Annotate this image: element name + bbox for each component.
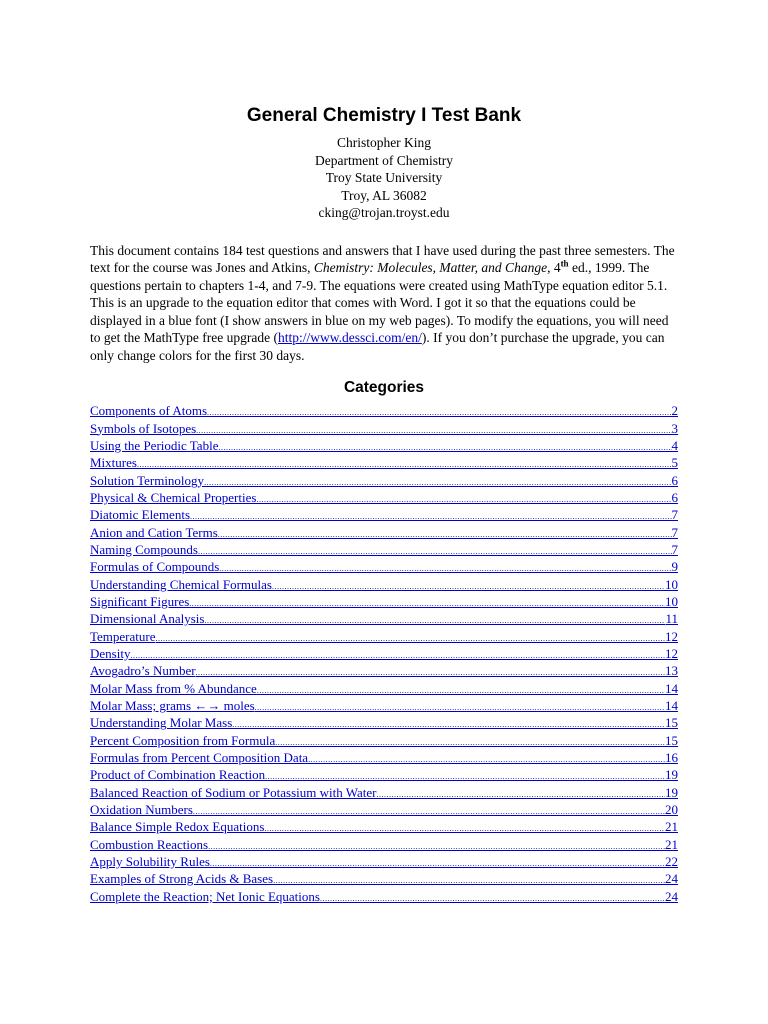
toc-entry-label: Symbols of Isotopes	[90, 420, 197, 436]
toc-entry[interactable]	[90, 472, 678, 489]
toc-entry-label: Molar Mass from % Abundance	[90, 680, 257, 696]
toc-entry-label: Solution Terminology	[90, 472, 205, 488]
toc-entry-label: Percent Composition from Formula	[90, 732, 276, 748]
toc-entry-label: Understanding Chemical Formulas	[90, 576, 272, 592]
toc-entry-page-number: 14	[665, 680, 678, 696]
author-name: Christopher King	[336, 135, 432, 150]
author-block	[90, 134, 678, 222]
toc-entry-label: Combustion Reactions	[90, 836, 209, 852]
intro-text-2: , 4	[547, 260, 561, 276]
toc-dot-leader	[207, 404, 671, 419]
toc-entry-page-number: 7	[671, 524, 678, 540]
author-university: Troy State University	[325, 170, 443, 185]
toc-dot-leader	[308, 751, 665, 766]
toc-entry-page-number: 6	[671, 489, 678, 505]
toc-dot-leader	[204, 612, 665, 627]
toc-dot-leader	[376, 786, 665, 801]
toc-entry[interactable]	[90, 888, 678, 905]
edition-superscript: th	[560, 258, 569, 269]
toc-entry-label: Molar Mass; grams ←→ moles	[90, 698, 255, 713]
toc-entry-page-number: 12	[665, 645, 678, 661]
toc-entry-page-number: 5	[671, 455, 678, 471]
document-title: General Chemistry I Test Bank	[246, 105, 522, 126]
toc-entry-page-number: 7	[671, 541, 678, 557]
toc-entry[interactable]	[90, 506, 678, 523]
toc-entry[interactable]	[90, 680, 678, 697]
toc-entry-page-number: 16	[665, 750, 678, 766]
toc-entry[interactable]	[90, 420, 678, 437]
toc-dot-leader	[275, 734, 665, 749]
toc-entry[interactable]	[90, 628, 678, 645]
toc-entry-page-number: 10	[665, 593, 678, 609]
toc-entry[interactable]	[90, 610, 678, 627]
toc-dot-leader	[198, 543, 672, 558]
toc-entry[interactable]	[90, 853, 678, 870]
toc-entry-page-number: 14	[665, 698, 678, 713]
toc-entry-label: Density	[90, 645, 131, 661]
toc-entry-label: Naming Compounds	[90, 541, 198, 557]
toc-entry-label: Examples of Strong Acids & Bases	[90, 871, 274, 887]
toc-entry-label: Components of Atoms	[90, 403, 208, 419]
toc-entry[interactable]	[90, 836, 678, 853]
toc-dot-leader	[204, 474, 671, 489]
toc-entry[interactable]	[90, 801, 678, 818]
toc-entry-label: Oxidation Numbers	[90, 802, 193, 818]
toc-entry-page-number: 24	[665, 888, 678, 904]
toc-entry[interactable]	[90, 784, 678, 801]
toc-entry-page-number: 7	[671, 507, 678, 523]
toc-entry-page-number: 13	[665, 663, 678, 679]
toc-entry-page-number: 19	[665, 767, 678, 783]
toc-dot-leader	[264, 820, 665, 835]
author-email: cking@trojan.troyst.edu	[318, 205, 450, 220]
toc-dot-leader	[156, 630, 666, 645]
toc-entry-page-number: 3	[671, 420, 678, 436]
author-address: Troy, AL 36082	[341, 187, 427, 203]
toc-entry[interactable]	[90, 645, 678, 662]
toc-dot-leader	[130, 647, 665, 662]
author-department: Department of Chemistry	[315, 152, 453, 168]
toc-entry-page-number: 22	[665, 854, 678, 870]
book-title: Chemistry: Molecules, Matter, and Change	[313, 260, 548, 276]
toc-entry-label: Temperature	[90, 628, 156, 644]
toc-dot-leader	[196, 422, 671, 437]
toc-entry-page-number: 10	[665, 576, 678, 592]
toc-entry[interactable]	[90, 541, 678, 558]
intro-text-3: ed., 1999. The questions pertain to chapters 1-4, and 7-9. The equations were created using MathType equation editor 5.1. This is an upgrade to the equation editor that comes with Word. I got it so that the equations could be displayed in a blue font (I show answers in blue on my web pages). To modify the equations, you will need to get the MathType free upgrade (	[90, 260, 669, 346]
toc-entry-label: Diatomic Elements	[90, 507, 191, 523]
toc-entry-page-number: 19	[665, 784, 678, 800]
toc-entry-label: Formulas from Percent Composition Data	[90, 750, 309, 766]
toc-entry-label: Anion and Cation Terms	[90, 524, 218, 540]
toc-entry[interactable]	[90, 454, 678, 471]
intro-text-4: ). If you don’t purchase the upgrade, you can only change colors for the first 30 days.	[90, 330, 665, 364]
toc-dot-leader	[273, 872, 665, 887]
toc-entry[interactable]	[90, 662, 678, 679]
toc-entry[interactable]	[90, 818, 678, 835]
toc-entry-label: Using the Periodic Table	[90, 437, 219, 453]
toc-dot-leader	[190, 508, 671, 523]
toc-entry-label: Formulas of Compounds	[90, 559, 220, 575]
toc-entry-label: Apply Solubility Rules	[90, 854, 210, 870]
toc-dot-leader	[193, 803, 665, 818]
intro-text-1: This document contains 184 test questions and answers that I have used during the past three semesters. The text for the course was Jones and Atkins,	[90, 242, 675, 276]
toc-entry[interactable]	[90, 558, 678, 575]
toc-entry[interactable]	[90, 437, 678, 454]
table-of-contents	[90, 402, 678, 905]
toc-dot-leader	[256, 491, 671, 506]
toc-entry-page-number: 2	[671, 403, 678, 419]
toc-entry-label: Understanding Molar Mass	[90, 715, 233, 731]
toc-entry-page-number: 4	[671, 437, 678, 453]
toc-entry[interactable]	[90, 524, 678, 541]
toc-dot-leader	[137, 456, 672, 471]
toc-entry-label: Product of Combination Reaction	[90, 767, 266, 783]
toc-entry-label: Balanced Reaction of Sodium or Potassium with Water	[90, 784, 377, 800]
toc-entry-label: Physical & Chemical Properties	[90, 489, 257, 505]
toc-dot-leader	[232, 716, 665, 731]
toc-dot-leader	[210, 855, 665, 870]
toc-entry[interactable]	[90, 593, 678, 610]
toc-dot-leader	[255, 699, 665, 714]
toc-dot-leader	[208, 838, 665, 853]
toc-entry-page-number: 6	[671, 472, 678, 488]
intro-paragraph	[90, 242, 678, 365]
categories-heading: Categories	[343, 379, 425, 397]
toc-entry-page-number: 15	[665, 732, 678, 748]
document-page	[90, 104, 678, 905]
toc-dot-leader	[196, 664, 665, 679]
toc-entry-page-number: 11	[665, 611, 678, 627]
toc-entry-page-number: 15	[665, 715, 678, 731]
toc-dot-leader	[272, 578, 665, 593]
toc-entry-page-number: 9	[671, 559, 678, 575]
toc-dot-leader	[189, 595, 665, 610]
toc-entry[interactable]	[90, 489, 678, 506]
toc-dot-leader	[265, 768, 665, 783]
mathtype-upgrade-link[interactable]: http://www.dessci.com/en/	[277, 330, 422, 346]
toc-entry-page-number: 12	[665, 628, 678, 644]
toc-dot-leader	[219, 560, 671, 575]
toc-entry[interactable]	[90, 766, 678, 783]
toc-dot-leader	[218, 439, 671, 454]
toc-entry-label: Complete the Reaction; Net Ionic Equations	[90, 888, 320, 904]
toc-entry[interactable]	[90, 749, 678, 766]
toc-dot-leader	[218, 526, 672, 541]
toc-entry-page-number: 20	[665, 802, 678, 818]
toc-entry-label: Significant Figures	[90, 593, 190, 609]
toc-entry[interactable]	[90, 402, 678, 419]
toc-entry[interactable]	[90, 714, 678, 731]
toc-entry-page-number: 21	[665, 836, 678, 852]
toc-entry-label: Balance Simple Redox Equations	[90, 819, 265, 835]
toc-entry-label: Dimensional Analysis	[90, 611, 205, 627]
toc-entry[interactable]	[90, 732, 678, 749]
toc-entry[interactable]	[90, 697, 678, 714]
toc-entry[interactable]	[90, 576, 678, 593]
toc-dot-leader	[320, 890, 665, 905]
toc-dot-leader	[257, 682, 665, 697]
toc-entry-label: Avogadro’s Number	[90, 663, 196, 679]
toc-entry-page-number: 24	[665, 871, 678, 887]
toc-entry-label: Mixtures	[90, 455, 137, 471]
toc-entry-page-number: 21	[665, 819, 678, 835]
toc-entry[interactable]	[90, 870, 678, 887]
